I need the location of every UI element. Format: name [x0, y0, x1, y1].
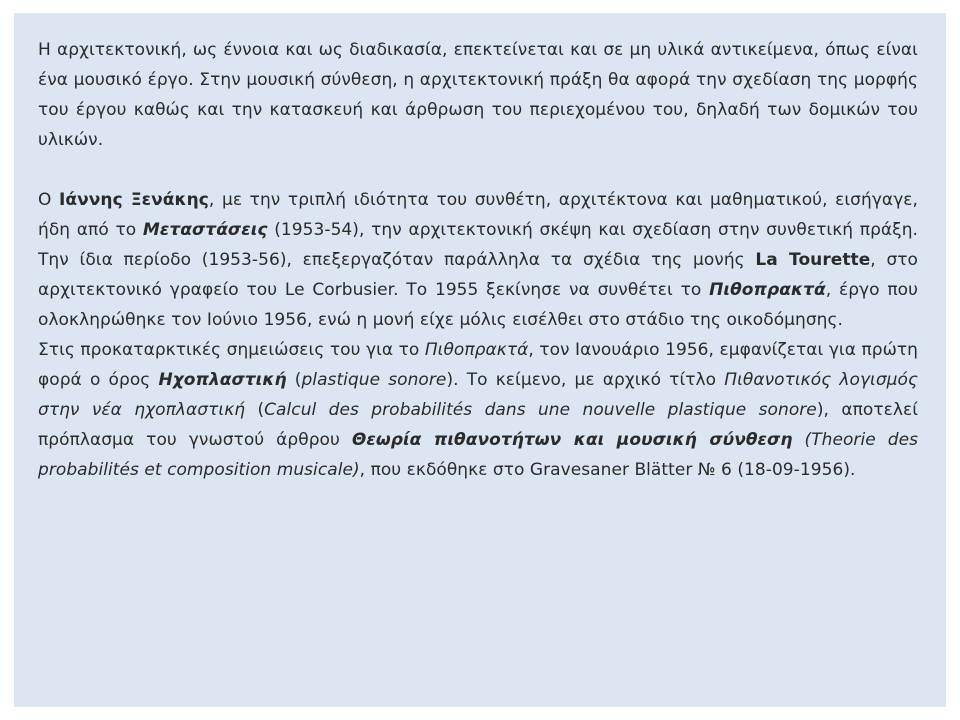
text-segment: (	[245, 400, 265, 420]
term-ichoplastiki: Ηχοπλαστική	[158, 370, 287, 390]
name-xenakis: Ιάννης Ξενάκης	[59, 190, 209, 210]
text-segment: , που εκδόθηκε στο Gravesaner Blätter № 6 (18-09-1956).	[359, 460, 856, 480]
article-title-greek: Θεωρία πιθανοτήτων και μουσική σύνθεση	[351, 430, 793, 450]
text-segment: (	[286, 370, 302, 390]
article-title-french: (Theorie des probabilités et composition musicale)	[38, 430, 918, 480]
paragraph-architecture-intro	[38, 35, 918, 155]
work-pithoprakta: Πιθοπρακτά	[709, 280, 826, 300]
text-segment	[793, 430, 805, 450]
work-pithoprakta-italic: Πιθοπρακτά	[424, 340, 529, 360]
text-segment: Ο	[38, 190, 60, 210]
text-segment: , στο αρχιτεκτονικό γραφείο του Le Corbusier. Το 1955 ξεκίνησε να συνθέτει το	[38, 250, 919, 300]
text-segment: (1953-54), την αρχιτεκτονική σκέψη και σχεδίαση στην συνθετική πράξη. Την ίδια περίοδο (1953-56), επεξεργαζόταν παράλληλα τα σχέδια της μονής	[38, 220, 918, 270]
text-segment: ). Το κείμενο, με αρχικό τίτλο	[446, 370, 725, 390]
paragraph-plastique-sonore	[38, 335, 918, 485]
paragraph-1-text: Η αρχιτεκτονική, ως έννοια και ως διαδικασία, επεκτείνεται και σε μη υλικά αντικείμενα, όπως είναι ένα μουσικό έργο. Στην μουσική σύνθεση, η αρχιτεκτονική πράξη θα αφορά την σχεδίαση της μορφής του έργου καθώς και την κατασκευή και άρθρωση του περιεχομένου του, δηλαδή των δομικών του υλικών.	[38, 40, 918, 150]
text-panel	[14, 13, 946, 707]
work-metastaseis: Μεταστάσεις	[142, 220, 268, 240]
term-plastique-sonore: plastique sonore	[301, 370, 447, 390]
text-segment: ), αποτελεί πρόπλασμα του γνωστού άρθρου	[38, 400, 918, 450]
text-segment: , έργο που ολοκληρώθηκε τον Ιούνιο 1956, ενώ η μονή είχε μόλις εισέλθει στο στάδιο της οικοδόμησης.	[38, 280, 918, 330]
text-segment: , τον Ιανουάριο 1956, εμφανίζεται για πρώτη φορά ο όρος	[38, 340, 918, 390]
text-segment: , με την τριπλή ιδιότητα του συνθέτη, αρχιτέκτονα και μαθηματικού, εισήγαγε, ήδη από το	[38, 190, 918, 240]
paragraph-spacer	[38, 155, 918, 185]
title-greek-original: Πιθανοτικός λογισμός στην νέα ηχοπλαστική	[38, 370, 918, 420]
place-la-tourette: La Tourette	[755, 250, 871, 270]
text-segment: Στις προκαταρκτικές σημειώσεις του για το	[38, 340, 425, 360]
paragraph-xenakis	[38, 185, 918, 335]
title-french-original: Calcul des probabilités dans une nouvelle plastique sonore	[264, 400, 817, 420]
